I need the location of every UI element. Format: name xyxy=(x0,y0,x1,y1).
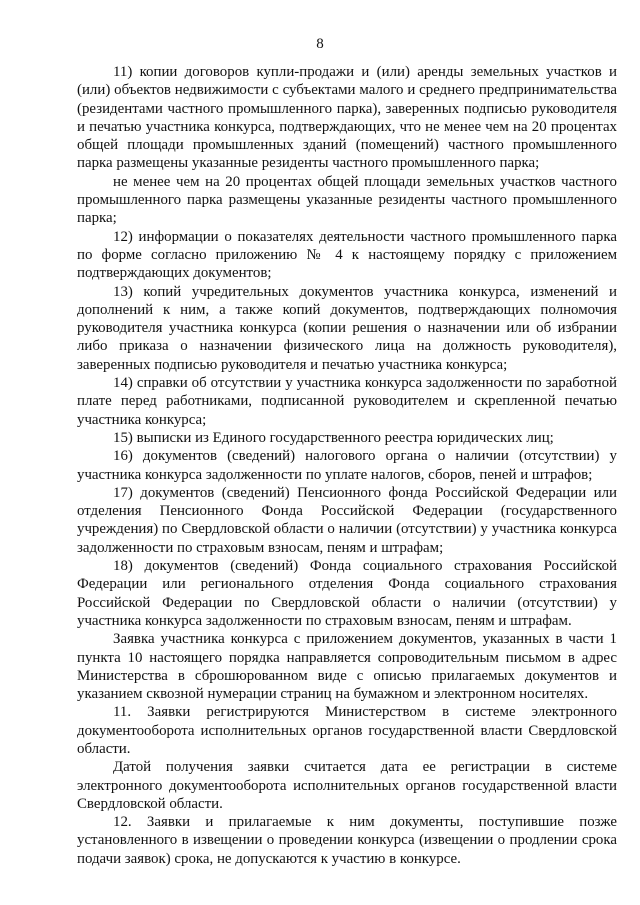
paragraph-item-16: 16) документов (сведений) налогового органа о наличии (отсутствии) у участника конкурса задолженности по уплате налогов, сборов, пеней и штрафов; xyxy=(77,448,617,483)
paragraph-application-submission: Заявка участника конкурса с приложением документов, указанных в части 1 пункта 10 настоящего порядка направляется сопроводительным письмом в адрес Министерства в сброшюрованном виде с описью прилагаемых документов и указанием сквозной нумерации страниц на бумажном и электронном носителях. xyxy=(77,631,617,703)
paragraph-item-11: 11) копии договоров купли-продажи и (или) аренды земельных участков и (или) объектов недвижимости с субъектами малого и среднего предпринимательства (резидентами частного промышленного парка), заверенных подписью руководителя и печатью участника конкурса, подтверждающих, что не менее чем на 20 процентах общей площади промышленных зданий (помещений) частного промышленного парка размещены указанные резиденты частного промышленного парка; xyxy=(77,64,617,172)
paragraph-item-15: 15) выписки из Единого государственного реестра юридических лиц; xyxy=(113,429,554,446)
paragraph-item-11-continuation: не менее чем на 20 процентах общей площади земельных участков частного промышленного парка размещены указанные резиденты частного промышленного парка; xyxy=(77,173,617,227)
page-number: 8 xyxy=(316,36,324,52)
document-body xyxy=(77,63,617,868)
paragraph-item-12: 12) информации о показателях деятельности частного промышленного парка по форме согласно приложению № 4 к настоящему порядку с приложением подтверждающих документов; xyxy=(77,228,617,282)
paragraph-item-18: 18) документов (сведений) Фонда социального страхования Российской Федерации или регионального отделения Фонда социального страхования Российской Федерации по Свердловской области о наличии (отсутствии) у участника конкурса задолженности по страховым взносам, пеням и штрафам. xyxy=(77,558,617,629)
paragraph-item-13: 13) копий учредительных документов участника конкурса, изменений и дополнений к ним, а также копий документов, подтверждающих полномочия руководителя участника конкурса (копии решения о назначении или об избрании либо приказа о назначении физического лица на должность руководителя), заверенных подписью руководителя и печатью участника конкурса; xyxy=(77,283,617,373)
paragraph-item-17: 17) документов (сведений) Пенсионного фонда Российской Федерации или отделения Пенсионного Фонда Российской Федерации (государственного учреждения) по Свердловской области о наличии (отсутствии) у участника конкурса задолженности по страховым взносам, пеням и штрафам; xyxy=(77,484,617,556)
paragraph-item-14: 14) справки об отсутствии у участника конкурса задолженности по заработной плате перед работниками, подписанной руководителем и скрепленной печатью участника конкурса; xyxy=(77,375,617,428)
paragraph-clause-12: 12. Заявки и прилагаемые к ним документы, поступившие позже установленного в извещении о проведении конкурса (извещении о продлении срока подачи заявок) срока, не допускаются к участию в конкурсе. xyxy=(77,814,617,867)
paragraph-clause-11: 11. Заявки регистрируются Министерством в системе электронного документооборота исполнительных органов государственной власти Свердловской области. xyxy=(77,704,617,757)
paragraph-receipt-date: Датой получения заявки считается дата ее регистрации в системе электронного документооборота исполнительных органов государственной власти Свердловской области. xyxy=(77,759,617,812)
